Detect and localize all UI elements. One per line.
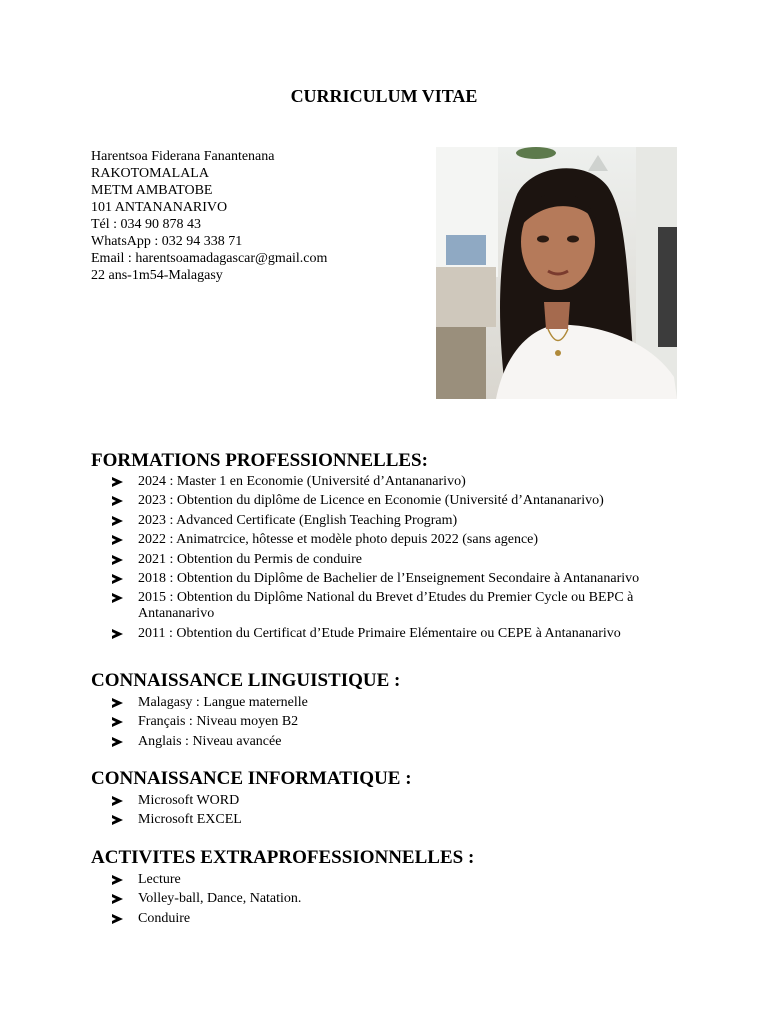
email-address: Email : harentsoamadagascar@gmail.com — [91, 251, 328, 266]
portrait-photo — [436, 147, 677, 399]
contact-block — [91, 148, 327, 284]
arrow-bullet-icon — [112, 574, 123, 584]
section-title-activites: ACTIVITES EXTRAPROFESSIONNELLES : — [91, 847, 475, 868]
phone-number: Tél : 034 90 878 43 — [91, 217, 202, 232]
page-title: CURRICULUM VITAE — [290, 86, 478, 106]
arrow-bullet-icon — [112, 477, 123, 487]
list-item: Lecture — [112, 872, 692, 888]
list-item: Malagasy : Langue maternelle — [112, 695, 692, 711]
section-title-langues: CONNAISSANCE LINGUISTIQUE : — [91, 670, 401, 691]
list-item: Microsoft WORD — [112, 793, 692, 809]
arrow-bullet-icon — [112, 796, 123, 806]
arrow-bullet-icon — [112, 894, 123, 904]
list-item: 2018 : Obtention du Diplôme de Bachelier de l’Enseignement Secondaire à Antananarivo — [112, 571, 692, 587]
arrow-bullet-icon — [112, 914, 123, 924]
list-item: Conduire — [112, 911, 692, 927]
whatsapp-number: WhatsApp : 032 94 338 71 — [91, 234, 243, 249]
list-item: Anglais : Niveau avancée — [112, 734, 692, 750]
list-item: Microsoft EXCEL — [112, 812, 692, 828]
arrow-bullet-icon — [112, 629, 123, 639]
list-item: Français : Niveau moyen B2 — [112, 714, 692, 730]
arrow-bullet-icon — [112, 516, 123, 526]
name-first: Harentsoa Fiderana Fanantenana — [91, 149, 275, 164]
list-item: 2021 : Obtention du Permis de conduire — [112, 552, 692, 568]
name-last: RAKOTOMALALA — [91, 166, 209, 181]
arrow-bullet-icon — [112, 593, 123, 603]
list-item: Volley-ball, Dance, Natation. — [112, 891, 692, 907]
personal-details: 22 ans-1m54-Malagasy — [91, 268, 223, 283]
portrait-illustration — [436, 147, 677, 399]
address-line-1: METM AMBATOBE — [91, 183, 213, 198]
list-item: 2015 : Obtention du Diplôme National du Brevet d’Etudes du Premier Cycle ou BEPC à Antananarivo — [112, 590, 692, 622]
arrow-bullet-icon — [112, 717, 123, 727]
arrow-bullet-icon — [112, 698, 123, 708]
list-item: 2023 : Obtention du diplôme de Licence en Economie (Université d’Antananarivo) — [112, 493, 692, 509]
list-item: 2023 : Advanced Certificate (English Teaching Program) — [112, 513, 692, 529]
computer-skills-list — [112, 793, 692, 832]
list-item: 2022 : Animatrcice, hôtesse et modèle photo depuis 2022 (sans agence) — [112, 532, 692, 548]
arrow-bullet-icon — [112, 496, 123, 506]
arrow-bullet-icon — [112, 875, 123, 885]
arrow-bullet-icon — [112, 555, 123, 565]
list-item: 2024 : Master 1 en Economie (Université d’Antananarivo) — [112, 474, 692, 490]
section-title-informatique: CONNAISSANCE INFORMATIQUE : — [91, 768, 412, 789]
activities-list — [112, 872, 692, 930]
arrow-bullet-icon — [112, 815, 123, 825]
arrow-bullet-icon — [112, 737, 123, 747]
address-line-2: 101 ANTANANARIVO — [91, 200, 228, 215]
languages-list — [112, 695, 692, 753]
list-item: 2011 : Obtention du Certificat d’Etude Primaire Elémentaire ou CEPE à Antananarivo — [112, 626, 692, 642]
arrow-bullet-icon — [112, 535, 123, 545]
section-title-formations: FORMATIONS PROFESSIONNELLES: — [91, 450, 428, 471]
formations-list — [112, 474, 692, 645]
